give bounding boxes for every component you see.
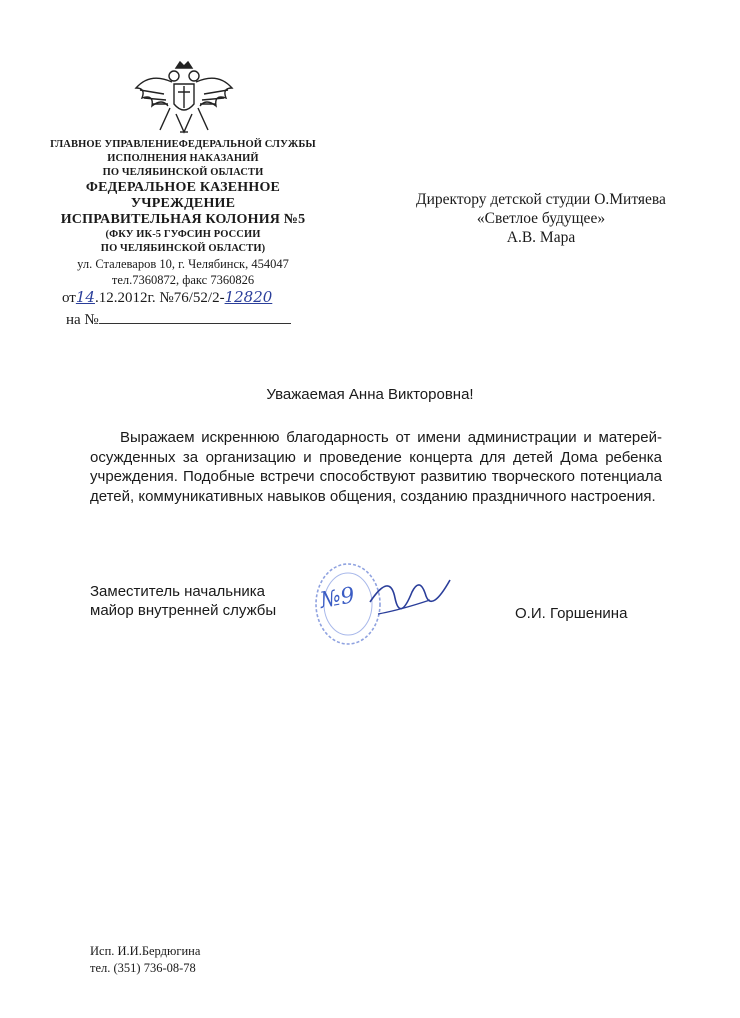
recipient-block bbox=[382, 190, 700, 247]
reg-number-prefix: №76/52/2- bbox=[159, 290, 225, 306]
org-abbr-line: (ФКУ ИК-5 ГУФСИН РОССИИ bbox=[105, 229, 261, 240]
letter-body: Выражаем искреннюю благодарность от имени администрации и матерей-осужденных за организацию и проведение концерта для детей Дома ребенка учреждения. Подобные встречи способствуют развитию творческого потенциала детей, коммуникативных навыков общения, созданию праздничного настроения. bbox=[90, 429, 662, 505]
salutation: Уважаемая Анна Викторовна! bbox=[266, 386, 474, 403]
recipient-line: Директору детской студии О.Митяева bbox=[416, 191, 666, 208]
emblem-eagle-icon bbox=[130, 58, 238, 140]
reg-from-prefix: от bbox=[62, 290, 76, 306]
org-name-line: УЧРЕЖДЕНИЕ bbox=[130, 196, 236, 211]
signer-position-line: майор внутренней службы bbox=[90, 602, 277, 619]
recipient-line: А.В. Мара bbox=[506, 229, 576, 246]
registration-reply bbox=[66, 311, 291, 329]
signer-position bbox=[90, 582, 276, 620]
executor-phone: тел. (351) 736-08-78 bbox=[90, 961, 196, 975]
org-abbr-line: ПО ЧЕЛЯБИНСКОЙ ОБЛАСТИ) bbox=[100, 243, 266, 254]
recipient-line: «Светлое будущее» bbox=[476, 210, 606, 227]
org-line: ГЛАВНОЕ УПРАВЛЕНИЕФЕДЕРАЛЬНОЙ СЛУЖБЫ bbox=[50, 139, 316, 150]
reg-date-rest: .12.2012г. bbox=[94, 290, 156, 306]
reg-day-handwritten: 14 bbox=[75, 288, 95, 306]
org-name-line: ИСПРАВИТЕЛЬНАЯ КОЛОНИЯ №5 bbox=[60, 212, 306, 227]
reg-number-handwritten: 12820 bbox=[224, 288, 273, 306]
org-name-line: ФЕДЕРАЛЬНОЕ КАЗЕННОЕ bbox=[85, 180, 281, 195]
org-line: ИСПОЛНЕНИЯ НАКАЗАНИЙ bbox=[107, 153, 259, 164]
signer-name: О.И. Горшенина bbox=[515, 605, 628, 622]
stamp-number: №9 bbox=[318, 583, 357, 614]
org-phones: тел.7360872, факс 7360826 bbox=[111, 273, 255, 287]
executor-info bbox=[90, 943, 200, 977]
org-address: ул. Сталеваров 10, г. Челябинск, 454047 bbox=[77, 257, 289, 271]
org-header bbox=[28, 138, 338, 288]
registration-date-number bbox=[62, 288, 272, 307]
reg-reply-blank bbox=[99, 311, 291, 324]
executor-name: Исп. И.И.Бердюгина bbox=[90, 944, 201, 958]
org-line: ПО ЧЕЛЯБИНСКОЙ ОБЛАСТИ bbox=[102, 167, 264, 178]
signer-position-line: Заместитель начальника bbox=[90, 583, 266, 600]
reg-reply-prefix: на № bbox=[66, 312, 99, 328]
